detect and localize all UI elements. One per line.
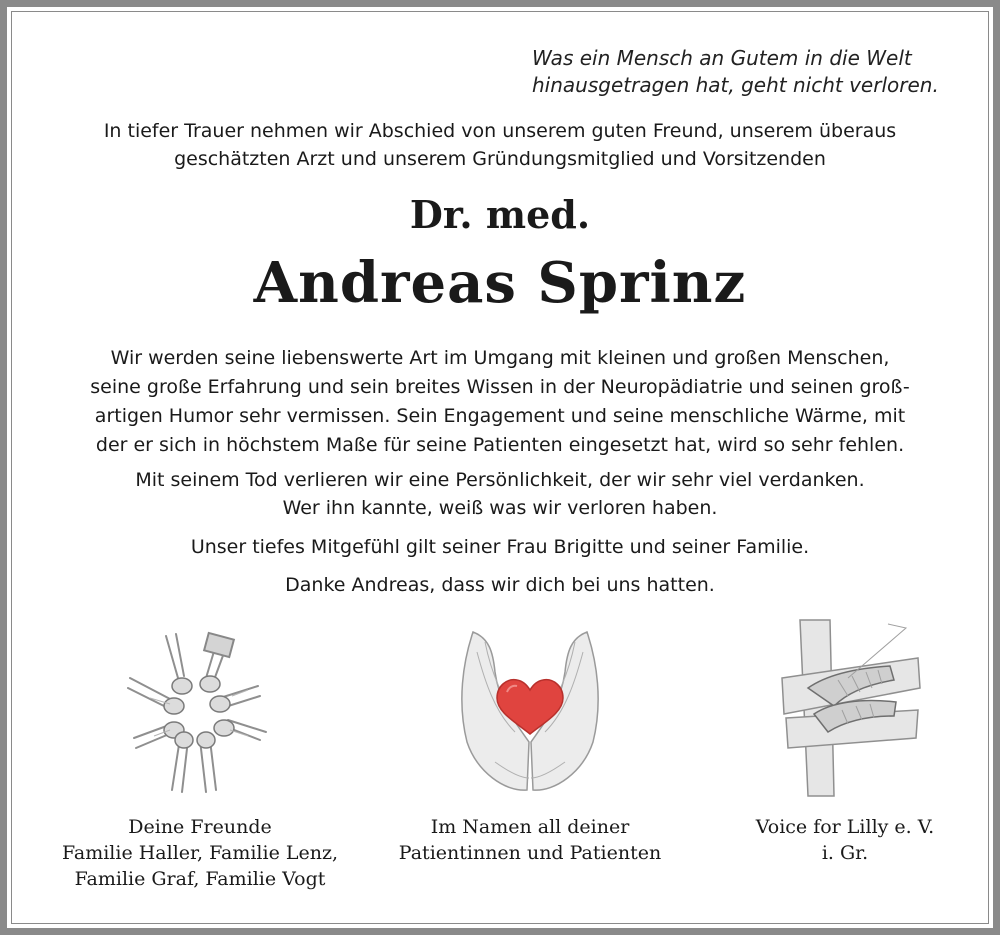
signature-association-line-1: Voice for Lilly e. V. (755, 816, 935, 838)
signature-patients-line-1: Im Namen all deiner (430, 816, 630, 838)
motto-quote (532, 45, 952, 99)
signature-association (700, 814, 990, 866)
signature-friends-line-3: Familie Graf, Familie Vogt (74, 868, 326, 890)
tribute-line: der er sich in höchstem Maße für seine Patienten eingesetzt hat, wird so sehr fehlen. (95, 434, 905, 456)
signature-friends (40, 814, 360, 892)
intro-text (0, 117, 1000, 173)
signature-patients (370, 814, 690, 866)
tribute-line: Wir werden seine liebenswerte Art im Umgang mit kleinen und großen Menschen, (110, 347, 890, 369)
motto-line-2: hinausgetragen hat, geht nicht verloren. (532, 73, 939, 97)
hands-with-heart-illustration (455, 622, 605, 797)
signature-patients-line-2: Patientinnen und Patienten (398, 842, 662, 864)
circle-of-hands-illustration (120, 628, 280, 793)
deceased-name: Andreas Sprinz (253, 250, 747, 316)
deceased-title: Dr. med. (409, 192, 591, 237)
loss-paragraph (0, 466, 1000, 522)
tribute-line: artigen Humor sehr vermissen. Sein Engagement und seine menschliche Wärme, mit (94, 405, 906, 427)
intro-line-1: In tiefer Trauer nehmen wir Abschied von unserem guten Freund, unserem überaus (103, 120, 897, 142)
loss-line-1: Mit seinem Tod verlieren wir eine Persönlichkeit, der wir sehr viel verdanken. (135, 469, 865, 491)
tribute-line: seine große Erfahrung und sein breites Wissen in der Neuropädiatrie und seinen groß- (90, 376, 910, 398)
thanks-text: Danke Andreas, dass wir dich bei uns hatten. (285, 574, 715, 596)
stacked-hands-illustration (778, 618, 923, 803)
motto-line-1: Was ein Mensch an Gutem in die Welt (532, 46, 912, 70)
intro-line-2: geschätzten Arzt und unserem Gründungsmitglied und Vorsitzenden (174, 148, 826, 170)
loss-line-2: Wer ihn kannte, weiß was wir verloren haben. (282, 497, 718, 519)
signature-friends-line-1: Deine Freunde (128, 816, 272, 838)
signature-friends-line-2: Familie Haller, Familie Lenz, (61, 842, 339, 864)
sympathy-text: Unser tiefes Mitgefühl gilt seiner Frau Brigitte und seiner Familie. (190, 536, 810, 558)
signature-association-line-2: i. Gr. (821, 842, 869, 864)
tribute-paragraph (0, 344, 1000, 460)
